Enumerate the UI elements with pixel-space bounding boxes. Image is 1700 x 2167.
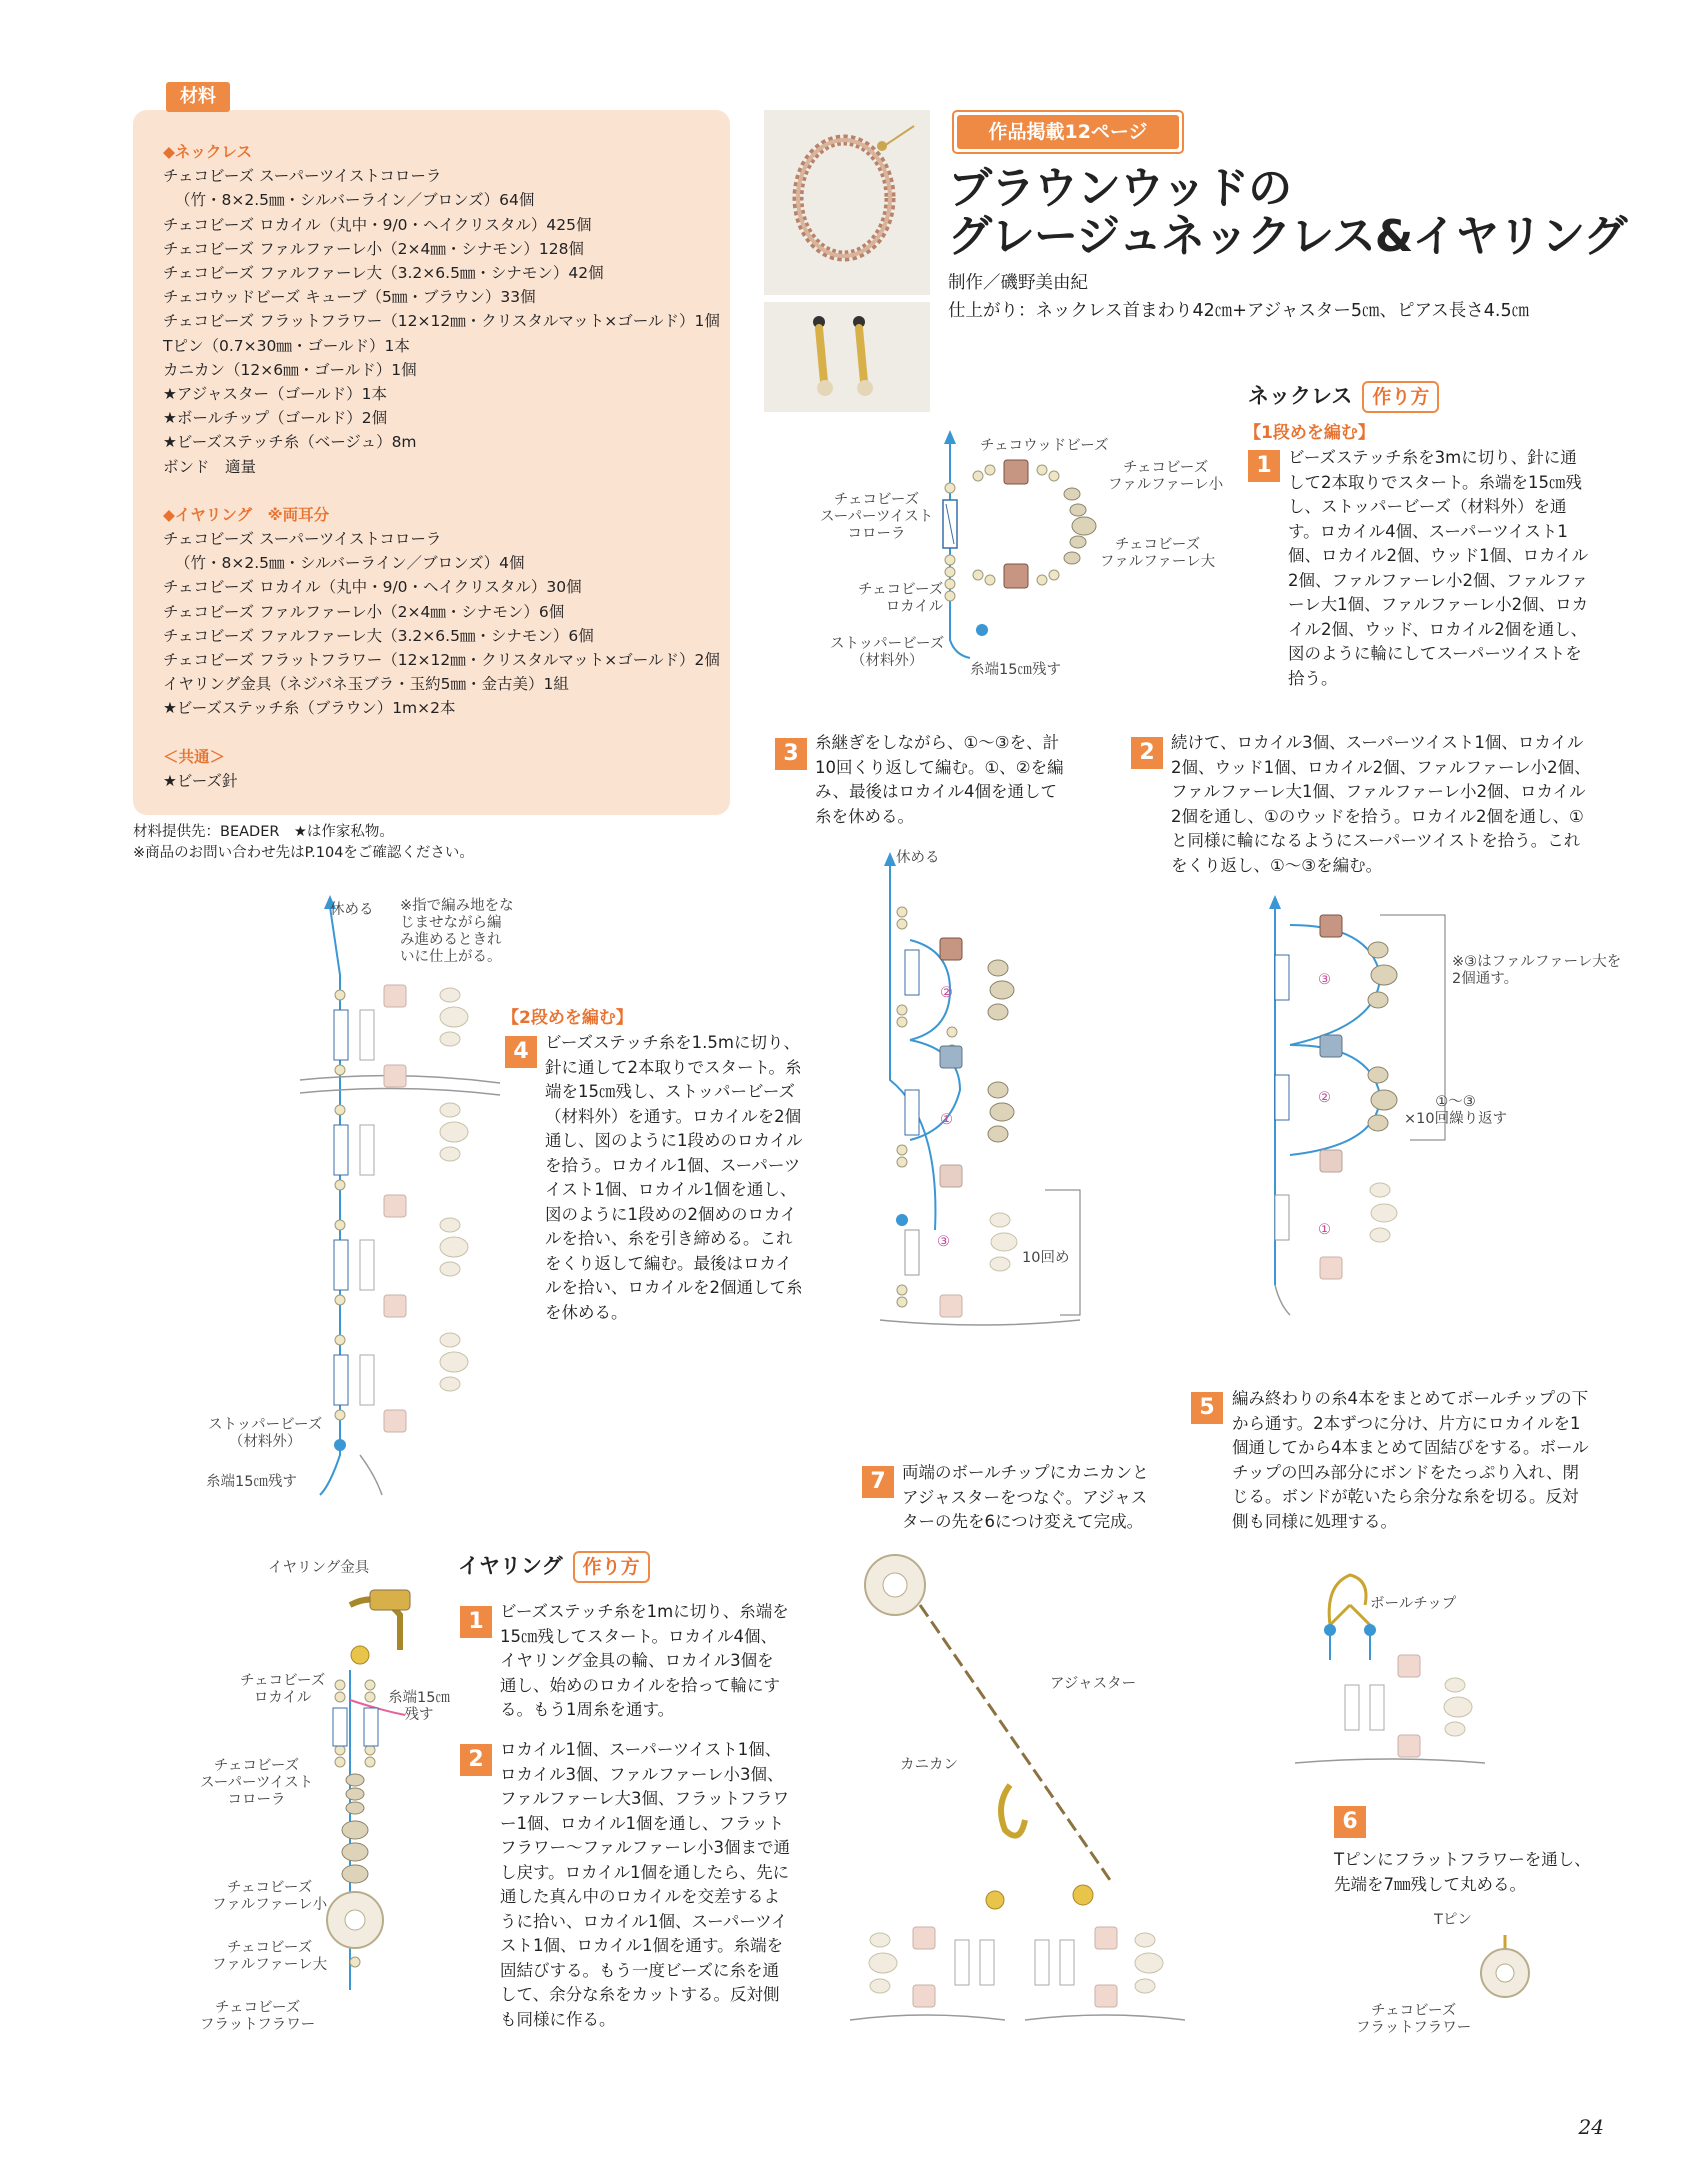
step-number: 1 — [460, 1606, 492, 1638]
earring-label-farfalle-small: チェコビーズ ファルファーレ小 — [212, 1880, 328, 1913]
step-text: 続けて、ロカイル3個、スーパーツイスト1個、ロカイル2個、ウッド1個、ロカイル2個、ファルファーレ小2個、ファルファーレ大1個、ファルファーレ小2個、ロカイル2個を通し、①のウッドを拾う。ロカイル2個を通し、①と同様に輪になるようにスーパーツイストを拾う。これをくり返し、①〜③を編む。 — [1171, 733, 1591, 875]
material-item: ★ビーズステッチ糸（ブラウン）1m×2本 — [163, 699, 456, 718]
step-text: ビーズステッチ糸を1.5mに切り、針に通して2本取りでスタート。糸端を15㎝残し、ストッパービーズ（材料外）を通す。ロカイルを2個通し、図のように1段めのロカイルを拾う。ロカイル1個、スーパーツイスト1個、ロカイル1個を通し、図のように1段めの2個めのロカイルを拾い、糸を引き締める。これをくり返して編む。最後はロカイルを拾い、ロカイルを2個通して糸を休める。 — [545, 1033, 803, 1322]
adjuster-diagram — [845, 1545, 1205, 2035]
circle-label-2: ② — [940, 985, 953, 1001]
label-farfalle-large: チェコビーズ ファルファーレ大 — [1100, 537, 1216, 570]
earring-photo — [764, 302, 930, 412]
label-ten-times: 10回め — [1022, 1250, 1070, 1266]
label-wood: チェコウッドビーズ — [980, 438, 1109, 454]
step-text: 編み終わりの糸4本をまとめてボールチップの下から通す。2本ずつに分け、片方にロカイルを1個通してから4本まとめて固結びをする。ボールチップの凹み部分にボンドをたっぷり入れ、閉じる。ボンドが乾いたら余分な糸を切る。反対側も同様に処理する。 — [1232, 1389, 1589, 1531]
material-item: カニカン（12×6㎜・ゴールド）1個 — [163, 360, 417, 379]
circle-label-1: ① — [1318, 1222, 1331, 1238]
material-item: ★ビーズステッチ糸（ベージュ）8m — [163, 433, 417, 452]
step-text: 糸継ぎをしながら、①〜③を、計10回くり返して編む。①、②を編み、最後はロカイル4個を通して糸を休める。 — [815, 733, 1064, 826]
page-reference-badge: 作品掲載12ページ — [952, 110, 1184, 154]
material-item: チェコビーズ ファルファーレ大（3.2×6.5㎜・シナモン）42個 — [163, 264, 604, 283]
row1-heading: 【1段めを編む】 — [1244, 423, 1375, 443]
step-text: 両端のボールチップにカニカンとアジャスターをつなぐ。アジャスターの先を6につけ変えて完成。 — [902, 1463, 1149, 1531]
step-number: 2 — [1131, 737, 1163, 769]
material-item: ボンド 適量 — [163, 457, 257, 476]
material-item: Tピン（0.7×30㎜・ゴールド）1本 — [163, 336, 410, 355]
material-item: チェコビーズ ファルファーレ大（3.2×6.5㎜・シナモン）6個 — [163, 626, 594, 645]
step-number: 5 — [1191, 1392, 1223, 1424]
label-rest: 休める — [896, 850, 940, 866]
label-farfalle-small: チェコビーズ ファルファーレ小 — [1108, 460, 1224, 493]
circle-label-3: ③ — [937, 1234, 950, 1250]
label-rocaille: チェコビーズ ロカイル — [858, 582, 944, 615]
label-lobster: カニカン — [900, 1757, 958, 1773]
common-materials-heading: ＜共通＞ — [163, 747, 226, 766]
circle-label-3: ③ — [1318, 972, 1331, 988]
earring-label-rocaille: チェコビーズ ロカイル — [240, 1673, 326, 1706]
earring-materials-heading: ◆イヤリング ※両耳分 — [163, 505, 330, 524]
materials-tab: 材料 — [166, 82, 230, 112]
material-item: チェコビーズ ロカイル（丸中・9/0・ヘイクリスタル）425個 — [163, 215, 592, 234]
step-text: ロカイル1個、スーパーツイスト1個、ロカイル3個、ファルファーレ小3個、ファルファーレ大3個、フラットフラワー1個、ロカイル1個を通し、フラットフラワー〜ファルファーレ小3個まで通し戻す。ロカイル1個を通したら、先に通した真ん中のロカイルを交差するように拾い、ロカイル1個、スーパーツイスト1個、ロカイル1個を通す。糸端を固結びする。もう一度ビーズに糸を通して、余分な糸をカットする。反対側も同様に作る。 — [500, 1740, 791, 2029]
label-finger-note: ※指で編み地をな じませながら編 み進めるときれ いに仕上がる。 — [400, 898, 514, 965]
material-item: チェコビーズ スーパーツイストコローラ — [163, 167, 442, 186]
circle-label-2: ② — [1318, 1090, 1331, 1106]
step-text: ビーズステッチ糸を1mに切り、糸端を15㎝残してスタート。ロカイル4個、イヤリング金具の輪、ロカイル3個を通し、始めのロカイルを拾って輪にする。もう1周糸を通す。 — [500, 1602, 789, 1719]
circle-label-1: ① — [940, 1112, 953, 1128]
step-number: 7 — [862, 1466, 894, 1498]
label-stopper2: ストッパービーズ （材料外） — [208, 1417, 323, 1450]
earring-label-flat-flower: チェコビーズ フラットフラワー — [200, 2000, 316, 2033]
author: 制作／磯野美由紀 — [948, 273, 1088, 293]
step-number: 1 — [1248, 450, 1280, 482]
material-item: チェコビーズ スーパーツイストコローラ — [163, 530, 442, 549]
ball-tip-diagram — [1290, 1555, 1490, 1765]
tpin-flower-diagram — [1470, 1935, 1540, 2005]
inquiry-note: ※商品のお問い合わせ先はP.104をご確認ください。 — [133, 845, 474, 861]
material-item: チェコビーズ フラットフラワー（12×12㎜・クリスタルマット×ゴールド）2個 — [163, 651, 720, 670]
necklace-step3-diagram — [880, 850, 1120, 1340]
page-title-line1: ブラウンウッドの — [948, 163, 1292, 214]
label-rest2: 休める — [330, 902, 374, 918]
necklace-materials-heading: ◆ネックレス — [163, 143, 252, 161]
earring-diagram — [320, 1590, 460, 2050]
step-number: 2 — [460, 1744, 492, 1776]
page-number: 24 — [1578, 2115, 1604, 2139]
label-note3: ※③はファルファーレ大を 2個通す。 — [1452, 954, 1622, 987]
material-item: （竹・8×2.5㎜・シルバーライン／ブロンズ）4個 — [175, 554, 525, 573]
material-item: （竹・8×2.5㎜・シルバーライン／ブロンズ）64個 — [175, 191, 535, 210]
material-item: チェコビーズ ファルファーレ小（2×4㎜・シナモン）128個 — [163, 239, 584, 258]
finished-size: 仕上がり：ネックレス首まわり42㎝+アジャスター5㎝、ピアス長さ4.5㎝ — [948, 301, 1530, 321]
supplier-note: 材料提供先：BEADER ★は作家私物。 — [133, 824, 394, 840]
necklace-row2-diagram — [300, 895, 510, 1505]
step-number: 3 — [775, 738, 807, 770]
material-item: ★ビーズ針 — [163, 771, 238, 790]
necklace-photo — [764, 110, 930, 295]
row2-heading: 【2段めを編む】 — [502, 1008, 633, 1028]
label-repeat: ①〜③ ×10回繰り返す — [1404, 1094, 1508, 1127]
earring-label-super-twist: チェコビーズ スーパーツイスト コローラ — [200, 1758, 314, 1808]
label-tpin: Tピン — [1434, 1912, 1472, 1928]
material-item: チェコウッドビーズ キューブ（5㎜・ブラウン）33個 — [163, 288, 536, 307]
material-item: ★ボールチップ（ゴールド）2個 — [163, 409, 388, 428]
label-flat-flower: チェコビーズ フラットフラワー — [1356, 2003, 1472, 2036]
howto-badge: 作り方 — [573, 1551, 650, 1583]
earring-heading: イヤリング 作り方 — [458, 1550, 650, 1583]
label-tail2: 糸端15㎝残す — [206, 1474, 297, 1490]
material-item: チェコビーズ フラットフラワー（12×12㎜・クリスタルマット×ゴールド）1個 — [163, 312, 720, 331]
label-super-twist: チェコビーズ スーパーツイスト コローラ — [820, 492, 934, 542]
step-number: 4 — [505, 1036, 537, 1068]
howto-badge: 作り方 — [1362, 381, 1439, 413]
label-tail: 糸端15㎝残す — [970, 662, 1061, 678]
label-ball-tip: ボールチップ — [1370, 1596, 1457, 1612]
materials-list — [163, 140, 723, 793]
material-item: チェコビーズ ロカイル（丸中・9/0・ヘイクリスタル）30個 — [163, 578, 582, 597]
page-title-line2: グレージュネックレス&イヤリング — [948, 211, 1627, 262]
earring-label-farfalle-large: チェコビーズ ファルファーレ大 — [212, 1940, 328, 1973]
label-stopper: ストッパービーズ （材料外） — [830, 636, 945, 669]
earring-label-tail: 糸端15㎝ 残す — [388, 1690, 450, 1723]
label-adjuster: アジャスター — [1050, 1676, 1137, 1692]
earring-label-finding: イヤリング金具 — [268, 1560, 370, 1576]
step-number: 6 — [1334, 1806, 1366, 1838]
step-text: Tピンにフラットフラワーを通し、先端を7㎜残して丸める。 — [1334, 1850, 1591, 1894]
material-item: イヤリング金具（ネジバネ玉ブラ・玉約5㎜・金古美）1組 — [163, 675, 569, 694]
necklace-heading: ネックレス 作り方 — [1248, 380, 1439, 413]
step-text: ビーズステッチ糸を3mに切り、針に通して2本取りでスタート。糸端を15㎝残し、ストッパービーズ（材料外）を通す。ロカイル4個、スーパーツイスト1個、ロカイル2個、ウッド1個、ロカイル2個、ファルファーレ小2個、ファルファーレ大1個、ファルファーレ小2個、ロカイル2個、ウッド、ロカイル2個を通し、図のように輪にしてスーパーツイストを拾う。 — [1288, 448, 1589, 688]
material-item: ★アジャスター（ゴールド）1本 — [163, 385, 388, 404]
material-item: チェコビーズ ファルファーレ小（2×4㎜・シナモン）6個 — [163, 602, 565, 621]
